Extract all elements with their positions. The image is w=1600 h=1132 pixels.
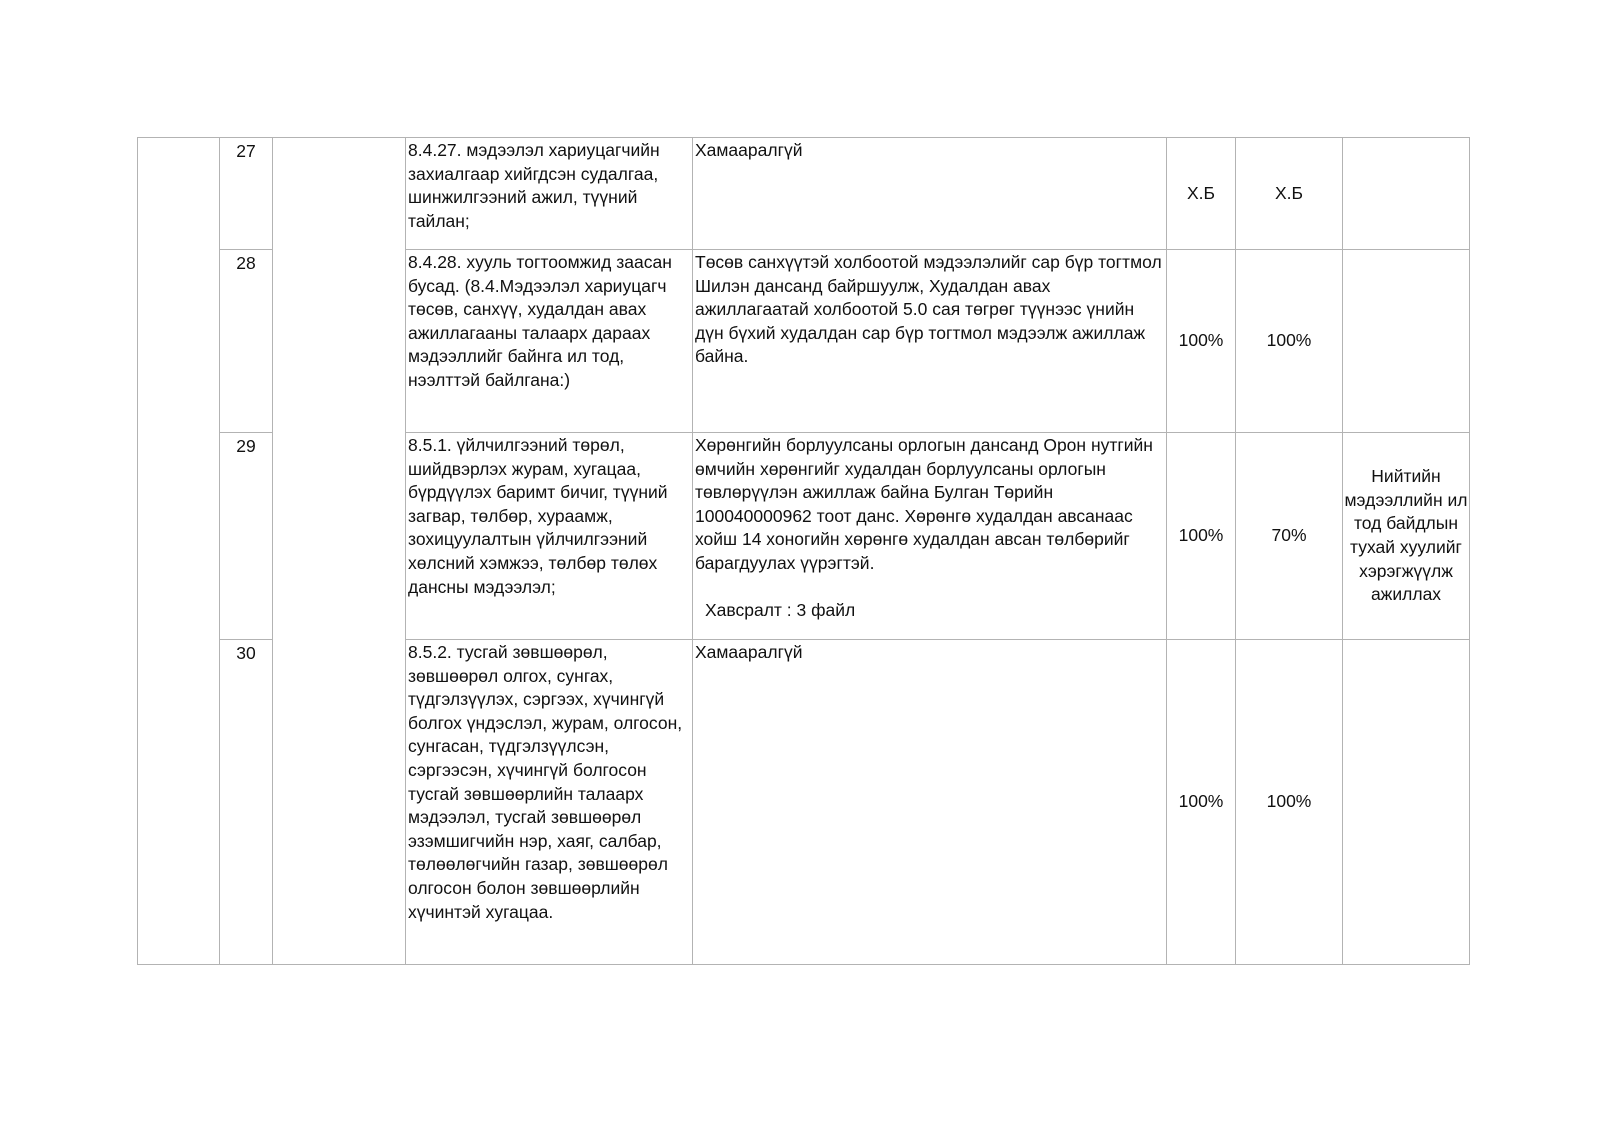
score-1-cell: [1167, 250, 1236, 433]
score-1: 100%: [1178, 791, 1224, 812]
description-text: Төсөв санхүүтэй холбоотой мэдээлэлийг сар бүр тогтмол Шилэн дансанд байршуулж, Худалдан авах ажиллагаатай холбоотой 5.0 сая төгрөг түүнээс үнийн дүн бүхий худалдан сар бүр тогтмол мэдээлж ажиллаж байна.: [695, 252, 1162, 367]
score-1: 100%: [1178, 525, 1224, 546]
note-cell: [1343, 250, 1470, 433]
score-2-cell: [1236, 640, 1343, 965]
score-2: 100%: [1266, 330, 1312, 351]
score-1: Х.Б: [1186, 182, 1216, 203]
score-2: 100%: [1266, 791, 1312, 812]
row-number-cell: [220, 250, 273, 433]
description-text: Хамааралгүй: [695, 140, 803, 160]
assessment-table: [137, 137, 1470, 965]
requirement-cell: [406, 433, 693, 640]
section-cell: [138, 138, 220, 965]
score-1-cell: [1167, 640, 1236, 965]
score-2-cell: [1236, 250, 1343, 433]
description-cell: [693, 640, 1167, 965]
score-2: 70%: [1271, 525, 1307, 546]
row-number-cell: [220, 433, 273, 640]
table-row: [138, 138, 1470, 250]
requirement-cell: [406, 138, 693, 250]
attachment-text: Хавсралт : 3 файл: [705, 600, 856, 621]
description-cell: [693, 433, 1167, 640]
requirement-text: 8.5.2. тусгай зөвшөөрөл, зөвшөөрөл олгох, сунгах, түдгэлзүүлэх, сэргээх, хүчингүй болгох үндэслэл, журам, олгосон, сунгасан, түдгэлзүүлсэн, сэргээсэн, хүчингүй болгосон тусгай зөвшөөрлийн талаарх мэдээлэл, тусгай зөвшөөрөл эзэмшигчийн нэр, хаяг, салбар, төлөөлөгчийн газар, зөвшөөрөл олгосон болон зөвшөөрлийн хүчинтэй хугацаа.: [408, 642, 683, 922]
row-number: 28: [236, 253, 256, 273]
row-number: 27: [236, 141, 256, 161]
score-2-cell: [1236, 138, 1343, 250]
row-number: 30: [236, 643, 256, 663]
requirement-cell: [406, 640, 693, 965]
requirement-text: 8.4.28. хууль тогтоомжид заасан бусад. (8.4.Мэдээлэл хариуцагч төсөв, санхүү, худалдан авах ажиллагааны талаарх дараах мэдээллийг байнга ил тод, нээлттэй байлгана:): [408, 252, 672, 390]
requirement-cell: [406, 250, 693, 433]
description-text: Хөрөнгийн борлуулсаны орлогын дансанд Орон нутгийн өмчийн хөрөнгийг худалдан борлуулсаны орлогын төвлөрүүлэн ажиллаж байна Булган Төрийн 100040000962 тоот данс. Хөрөнгө худалдан авсанаас хойш 14 хоногийн хөрөнгө худалдан авсан төлбөрийг барагдуулах үүрэгтэй.: [695, 435, 1153, 573]
note-text: Нийтийн мэдээллийн ил тод байдлын тухай хуулийг хэрэгжүүлж ажиллах: [1344, 466, 1468, 605]
score-2: Х.Б: [1274, 182, 1304, 203]
description-cell: [693, 138, 1167, 250]
category-cell: [273, 138, 406, 965]
score-1: 100%: [1178, 330, 1224, 351]
note-cell: [1343, 433, 1470, 640]
score-1-cell: [1167, 138, 1236, 250]
description-cell: [693, 250, 1167, 433]
description-text: Хамааралгүй: [695, 642, 803, 662]
row-number: 29: [236, 436, 256, 456]
requirement-text: 8.5.1. үйлчилгээний төрөл, шийдвэрлэх журам, хугацаа, бүрдүүлэх баримт бичиг, түүний загвар, төлбөр, хураамж, зохицуулалтын үйлчилгээний хөлсний хэмжээ, төлбөр төлөх дансны мэдээлэл;: [408, 435, 668, 597]
note-cell: [1343, 640, 1470, 965]
score-2-cell: [1236, 433, 1343, 640]
note-cell: [1343, 138, 1470, 250]
row-number-cell: [220, 640, 273, 965]
row-number-cell: [220, 138, 273, 250]
requirement-text: 8.4.27. мэдээлэл хариуцагчийн захиалгаар хийгдсэн судалгаа, шинжилгээний ажил, түүний тайлан;: [408, 140, 660, 231]
score-1-cell: [1167, 433, 1236, 640]
